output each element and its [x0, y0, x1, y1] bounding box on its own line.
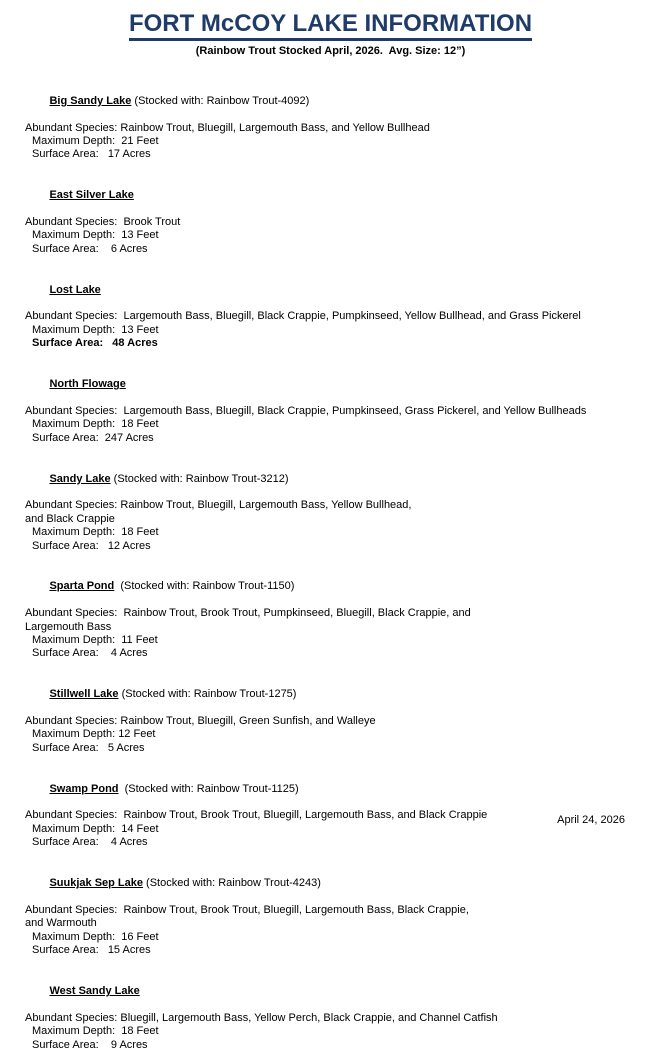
- lake-heading: [25, 176, 643, 216]
- surface-area-line: Surface Area: 48 Acres: [32, 337, 158, 350]
- lake-heading: [25, 459, 643, 499]
- abundant-species-line: Abundant Species: Rainbow Trout, Brook Trout, Bluegill, Largemouth Bass, Black Crappie,: [25, 903, 469, 916]
- lake-name: Lost Lake: [49, 283, 101, 296]
- stocked-note: (Stocked with: Rainbow Trout-4092): [131, 94, 310, 107]
- lake-heading: [25, 270, 643, 310]
- surface-area-line: Surface Area: 17 Acres: [32, 148, 151, 161]
- lake-heading: [25, 864, 643, 904]
- stocked-note: (Stocked with: Rainbow Trout-1125): [118, 782, 299, 795]
- lake-section: [25, 459, 643, 553]
- lake-name: Sandy Lake: [49, 472, 111, 485]
- surface-area-line: Surface Area: 5 Acres: [32, 741, 145, 754]
- stocked-note: (Stocked with: Rainbow Trout-1275): [118, 688, 297, 701]
- maximum-depth-line: Maximum Depth: 11 Feet: [32, 634, 158, 647]
- lake-section: [25, 176, 643, 256]
- footer-date: April 24, 2026: [557, 814, 625, 826]
- maximum-depth-line: Maximum Depth: 21 Feet: [32, 135, 159, 148]
- maximum-depth-line: Maximum Depth: 13 Feet: [32, 323, 159, 336]
- lake-heading: [25, 972, 643, 1012]
- lake-heading: [25, 675, 643, 715]
- maximum-depth-line: Maximum Depth: 18 Feet: [32, 1025, 159, 1038]
- surface-area-line: Surface Area: 6 Acres: [32, 242, 148, 255]
- lake-section: [25, 769, 643, 849]
- lake-heading: [25, 365, 643, 405]
- abundant-species-line: Abundant Species: Largemouth Bass, Bluegill, Black Crappie, Pumpkinseed, Yellow Bullhead, and Grass Pickerel: [25, 310, 581, 323]
- lake-heading: [25, 81, 643, 121]
- abundant-species-line: Abundant Species: Bluegill, Largemouth Bass, Yellow Perch, Black Crappie, and Channel Catfish: [25, 1011, 498, 1024]
- abundant-species-line-continued: and Warmouth: [25, 917, 97, 930]
- surface-area-line: Surface Area: 9 Acres: [32, 1038, 148, 1051]
- lake-list: [0, 81, 661, 1052]
- lake-name: West Sandy Lake: [49, 984, 140, 997]
- lake-section: [25, 567, 643, 661]
- document-header: [0, 0, 661, 57]
- surface-area-line: Surface Area: 12 Acres: [32, 539, 151, 552]
- maximum-depth-line: Maximum Depth: 18 Feet: [32, 526, 159, 539]
- page-title: FORT McCOY LAKE INFORMATION: [129, 11, 532, 41]
- lake-name: Big Sandy Lake: [49, 94, 132, 107]
- lake-heading: [25, 567, 643, 607]
- surface-area-line: Surface Area: 4 Acres: [32, 647, 148, 660]
- lake-name: Suukjak Sep Lake: [49, 877, 143, 890]
- lake-name: Swamp Pond: [49, 782, 119, 795]
- maximum-depth-line: Maximum Depth: 12 Feet: [32, 728, 156, 741]
- maximum-depth-line: Maximum Depth: 14 Feet: [32, 822, 159, 835]
- lake-name: North Flowage: [49, 378, 126, 391]
- maximum-depth-line: Maximum Depth: 13 Feet: [32, 229, 159, 242]
- stocked-note: (Stocked with: Rainbow Trout-4243): [143, 877, 321, 890]
- maximum-depth-line: Maximum Depth: 18 Feet: [32, 418, 159, 431]
- abundant-species-line-continued: Largemouth Bass: [25, 620, 112, 633]
- maximum-depth-line: Maximum Depth: 16 Feet: [32, 930, 159, 943]
- abundant-species-line: Abundant Species: Rainbow Trout, Brook Trout, Bluegill, Largemouth Bass, and Black Crappie: [25, 809, 488, 822]
- surface-area-line: Surface Area: 15 Acres: [32, 944, 151, 957]
- lake-section: [25, 81, 643, 161]
- surface-area-line: Surface Area: 247 Acres: [32, 431, 154, 444]
- surface-area-line: Surface Area: 4 Acres: [32, 836, 148, 849]
- abundant-species-line-continued: and Black Crappie: [25, 512, 115, 525]
- abundant-species-line: Abundant Species: Rainbow Trout, Brook Trout, Pumpkinseed, Bluegill, Black Crappie, and: [25, 607, 471, 620]
- abundant-species-line: Abundant Species: Rainbow Trout, Bluegill, Largemouth Bass, and Yellow Bullhead: [25, 121, 430, 134]
- lake-section: [25, 270, 643, 350]
- lake-name: East Silver Lake: [49, 189, 134, 202]
- page-subtitle: (Rainbow Trout Stocked April, 2026. Avg. Size: 12”): [195, 45, 466, 58]
- lake-section: [25, 972, 643, 1052]
- lake-name: Sparta Pond: [49, 580, 115, 593]
- abundant-species-line: Abundant Species: Rainbow Trout, Bluegill, Largemouth Bass, Yellow Bullhead,: [25, 499, 412, 512]
- lake-section: [25, 675, 643, 755]
- abundant-species-line: Abundant Species: Brook Trout: [25, 216, 181, 229]
- stocked-note: (Stocked with: Rainbow Trout-1150): [114, 580, 295, 593]
- lake-section: [25, 365, 643, 445]
- lake-name: Stillwell Lake: [49, 688, 119, 701]
- lake-section: [25, 864, 643, 958]
- abundant-species-line: Abundant Species: Rainbow Trout, Bluegill, Green Sunfish, and Walleye: [25, 715, 376, 728]
- stocked-note: (Stocked with: Rainbow Trout-3212): [110, 472, 289, 485]
- lake-heading: [25, 769, 643, 809]
- abundant-species-line: Abundant Species: Largemouth Bass, Bluegill, Black Crappie, Pumpkinseed, Grass Pickerel, and Yellow Bullheads: [25, 404, 587, 417]
